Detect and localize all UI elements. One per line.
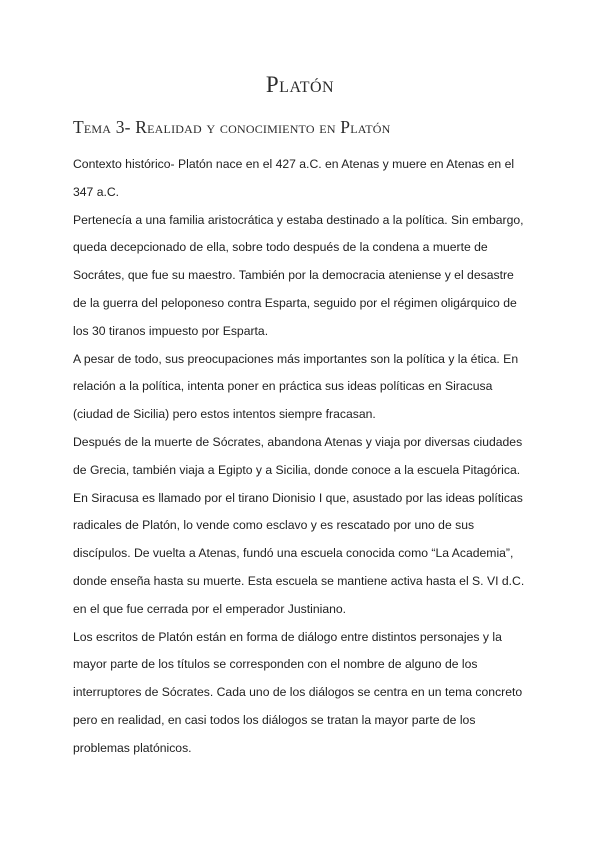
text-line: problemas platónicos. — [73, 740, 192, 755]
text-line: (ciudad de Sicilia) pero estos intentos siempre fracasan. — [73, 407, 376, 422]
section-heading: Tema 3- Realidad y conocimiento en Platón — [73, 117, 391, 137]
text-line: en el que fue cerrada por el emperador Justiniano. — [73, 601, 347, 616]
text-line: de la guerra del peloponeso contra Esparta, seguido por el régimen oligárquico de — [73, 295, 517, 310]
text-line: pero en realidad, en casi todos los diálogos se tratan la mayor parte de los — [73, 712, 476, 727]
text-line: los 30 tiranos impuesto por Esparta. — [73, 323, 269, 338]
page-title: Platón — [265, 72, 335, 97]
text-line: donde enseña hasta su muerte. Esta escuela se mantiene activa hasta el S. VI d.C. — [73, 573, 525, 588]
text-line: interruptores de Sócrates. Cada uno de los diálogos se centra en un tema concreto — [73, 685, 523, 700]
body-text — [73, 151, 529, 763]
text-line: radicales de Platón, lo vende como esclavo y es rescatado por uno de sus — [73, 518, 475, 533]
text-line: de Grecia, también viaja a Egipto y a Sicilia, donde conoce a la escuela Pitagórica. — [73, 462, 521, 477]
text-line: Después de la muerte de Sócrates, abandona Atenas y viaja por diversas ciudades — [73, 434, 523, 449]
text-line: relación a la política, intenta poner en práctica sus ideas políticas en Siracusa — [73, 379, 493, 394]
text-line: Los escritos de Platón están en forma de diálogo entre distintos personajes y la — [73, 629, 502, 644]
text-line: Socrátes, que fue su maestro. También por la democracia ateniense y el desastre — [73, 268, 514, 283]
text-line: Contexto histórico- Platón nace en el 427 a.C. en Atenas y muere en Atenas en el — [73, 157, 515, 171]
text-line: discípulos. De vuelta a Atenas, fundó una escuela conocida como “La Academia”, — [73, 546, 514, 561]
text-line: queda decepcionado de ella, sobre todo después de la condena a muerte de — [73, 240, 488, 255]
text-line: En Siracusa es llamado por el tirano Dionisio I que, asustado por las ideas políticas — [73, 490, 523, 505]
text-line: A pesar de todo, sus preocupaciones más importantes son la política y la ética. En — [73, 351, 519, 366]
text-line: 347 a.C. — [73, 184, 120, 199]
text-line: Pertenecía a una familia aristocrática y estaba destinado a la política. Sin embargo, — [73, 212, 524, 227]
text-line: mayor parte de los títulos se corresponden con el nombre de alguno de los — [73, 657, 478, 672]
